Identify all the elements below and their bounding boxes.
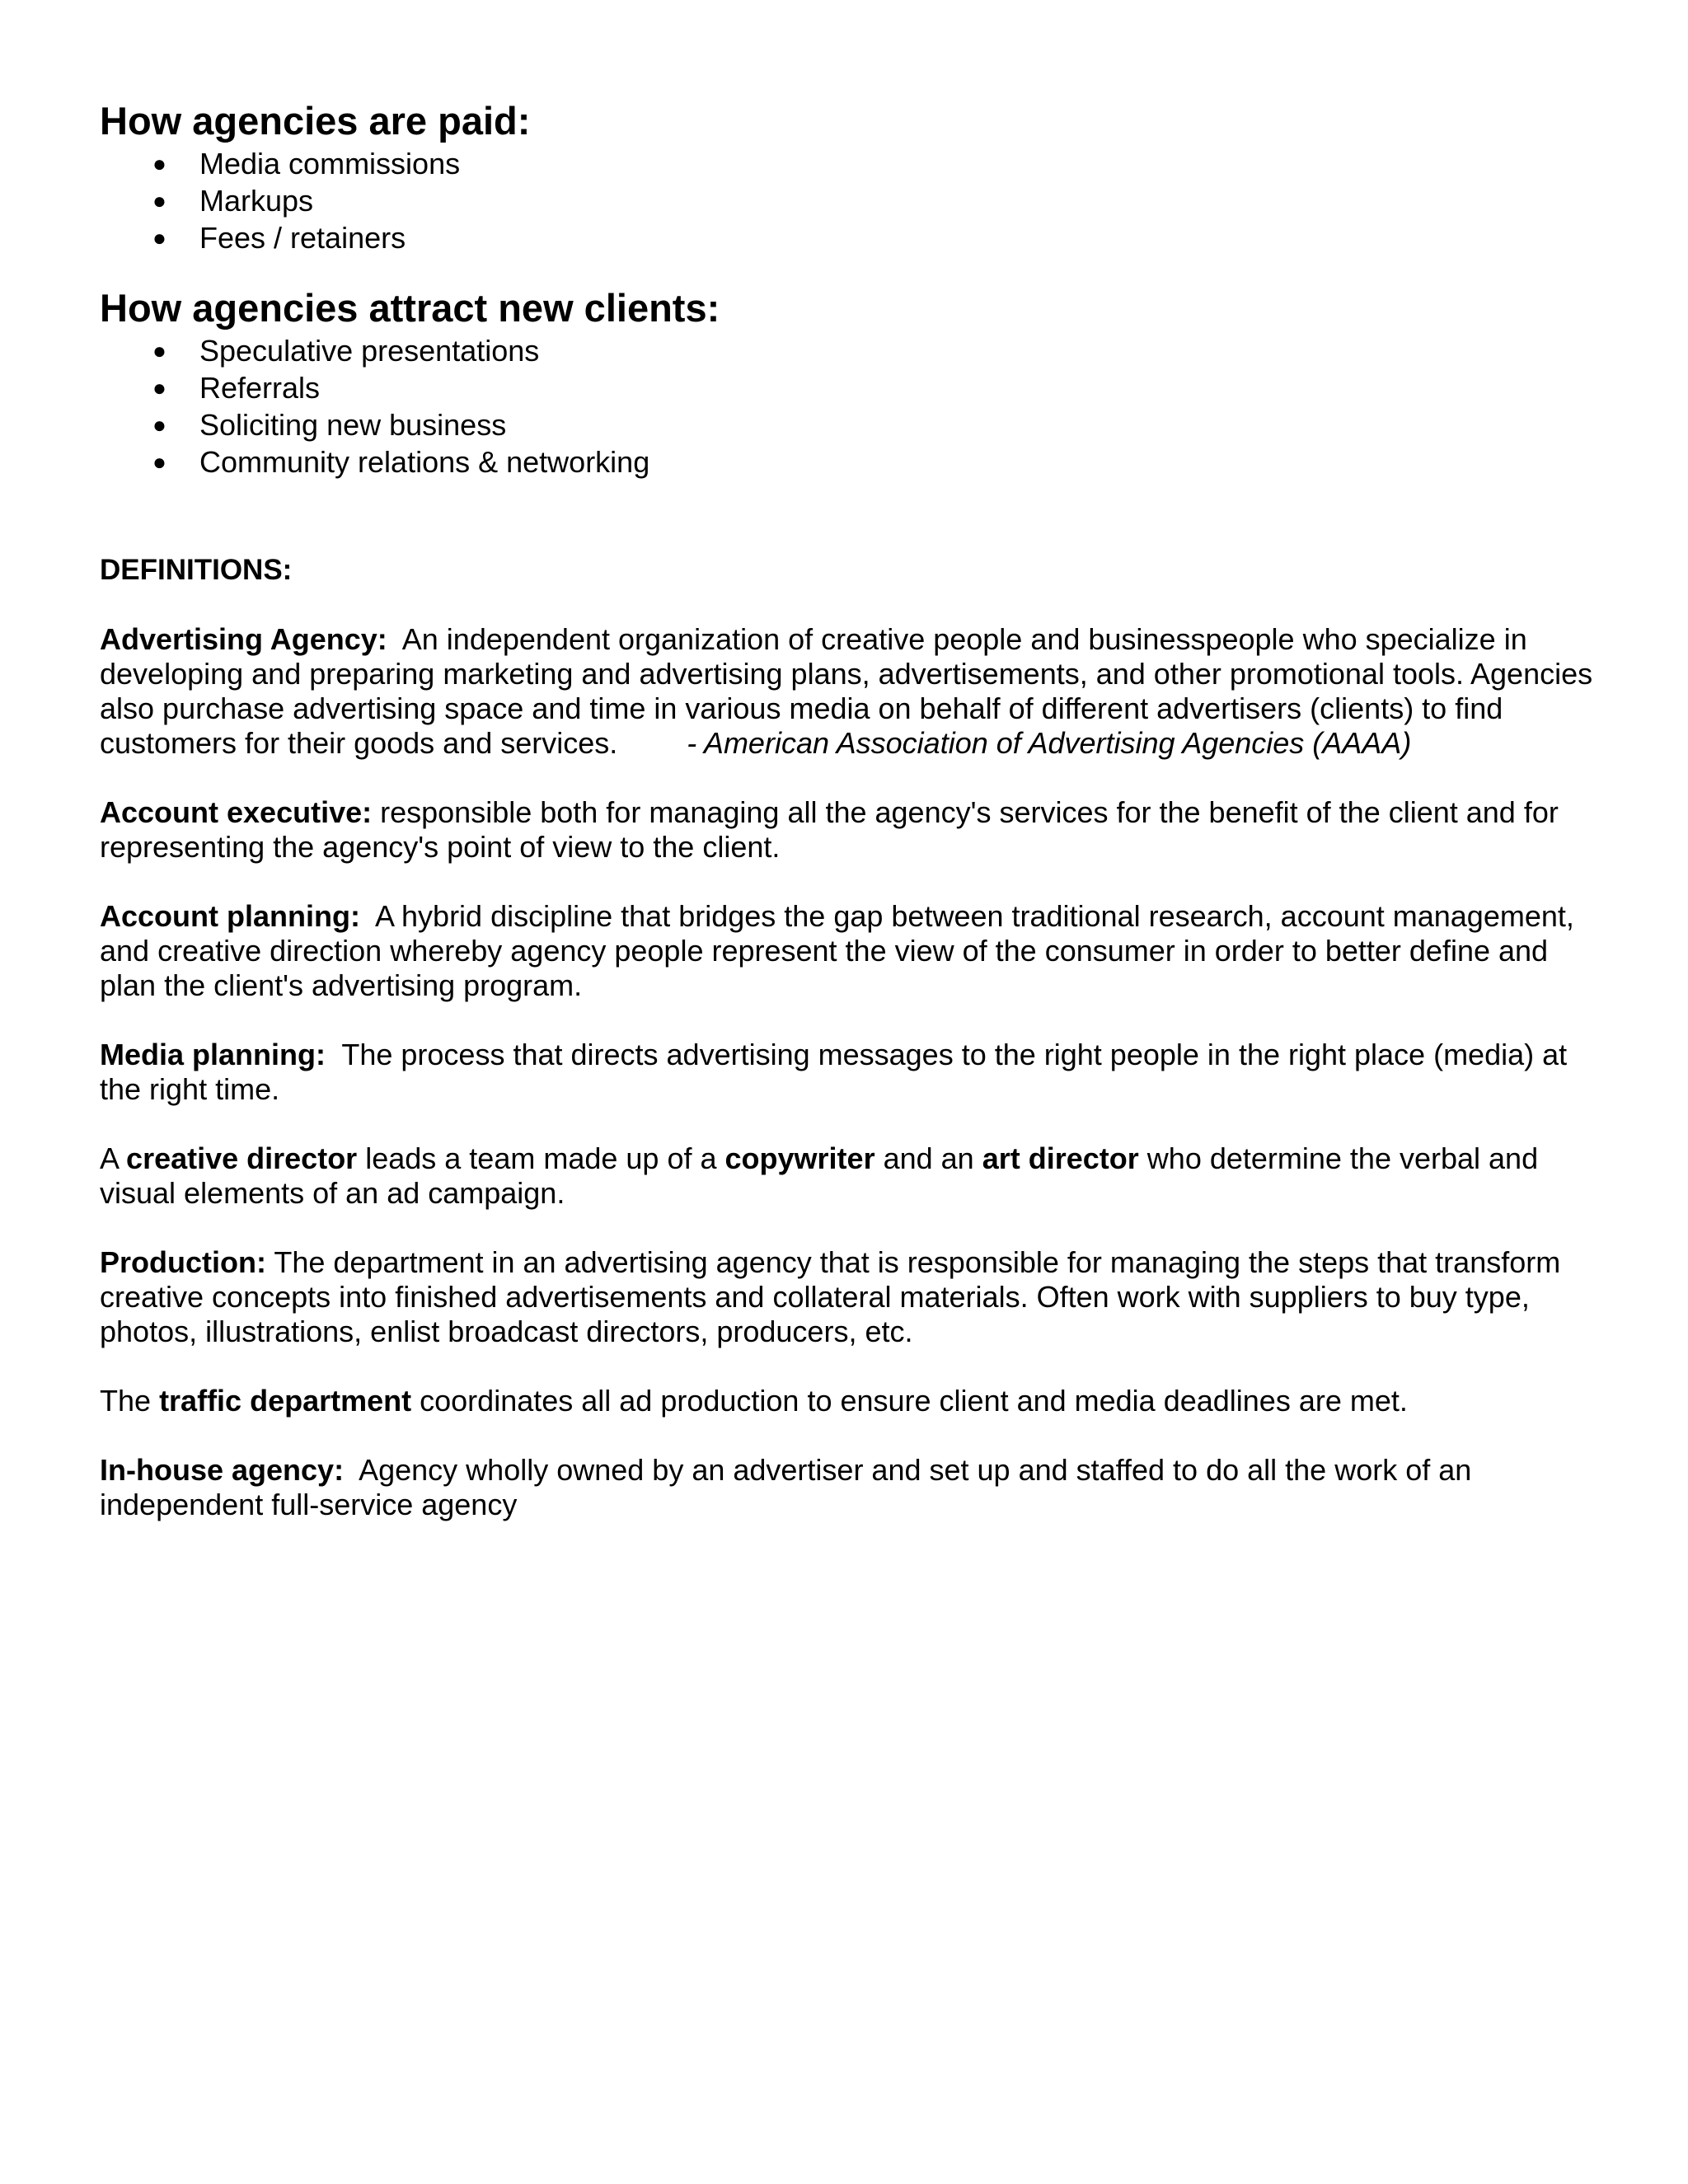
definition-text: Agency wholly owned by an advertiser and set up and staffed to do all the work of an independent full-service agency	[100, 1453, 1472, 1521]
bullet-icon: ●	[152, 225, 166, 251]
document-content	[100, 97, 1600, 1522]
term: Production:	[100, 1245, 266, 1279]
paid-heading: How agencies are paid:	[100, 99, 531, 143]
definition-text: The department in an advertising agency that is responsible for managing the steps that transform creative concepts into finished advertisements and collateral materials. Often work with suppliers to buy type, photos, illustrations, enlist broadcast directors, producers, etc.	[100, 1245, 1561, 1348]
definition-text: The process that directs advertising messages to the right people in the right place (media) at the right time.	[100, 1038, 1568, 1106]
term: Media planning:	[100, 1038, 326, 1071]
definition-creative-team: A creative director leads a team made up of a copywriter and an art director who determine the verbal and visual elements of an ad campaign.	[100, 1141, 1539, 1210]
term: In-house agency:	[100, 1453, 345, 1487]
definition-text: A hybrid discipline that bridges the gap between traditional research, account management, and creative direction whereby agency people represent the view of the consumer in order to better define and plan the client's advertising program.	[100, 899, 1574, 1002]
term: art director	[982, 1141, 1139, 1175]
bullet-icon: ●	[152, 338, 166, 363]
definition-in-house-agency	[100, 1453, 1600, 1522]
bullet-icon: ●	[152, 188, 166, 213]
bullet-icon: ●	[152, 375, 166, 401]
term: copywriter	[724, 1141, 875, 1175]
list-item: ● Fees / retainers	[152, 221, 406, 255]
definitions-heading: DEFINITIONS:	[100, 554, 293, 586]
list-item: ● Speculative presentations	[152, 334, 540, 368]
definition-text: responsible both for managing all the agency's services for the benefit of the client and for representing the agency's point of view to the client.	[100, 795, 1559, 864]
attract-heading: How agencies attract new clients:	[100, 286, 720, 330]
definition-production	[100, 1245, 1600, 1349]
definition-advertising-agency	[100, 622, 1600, 761]
definition-traffic-department: The traffic department coordinates all ad production to ensure client and media deadlines are met.	[100, 1384, 1408, 1418]
bullet-icon: ●	[152, 449, 166, 475]
definition-media-planning	[100, 1038, 1600, 1107]
definition-account-executive	[100, 795, 1600, 865]
bullet-icon: ●	[152, 151, 166, 176]
list-item: ● Referrals	[152, 371, 321, 405]
term: creative director	[126, 1141, 358, 1175]
paid-list	[100, 145, 1600, 256]
list-item: ● Markups	[152, 184, 314, 218]
list-item: ● Media commissions	[152, 147, 461, 180]
source-citation: - American Association of Advertising Agencies (AAAA)	[687, 726, 1412, 760]
term: Account planning:	[100, 899, 360, 933]
list-item: ● Community relations & networking	[152, 445, 650, 479]
list-item: ● Soliciting new business	[152, 408, 507, 442]
bullet-icon: ●	[152, 412, 166, 438]
term: Advertising Agency:	[100, 622, 387, 656]
term: traffic department	[159, 1384, 412, 1418]
term: Account executive:	[100, 795, 373, 829]
definition-text: An independent organization of creative people and businesspeople who specialize in developing and preparing marketing and advertising plans, advertisements, and other promotional tools. Agencies also purchase advertising space and time in various media on behalf of different advertisers (clients) to find customers for their goods and services.	[100, 622, 1593, 760]
attract-list	[100, 332, 1600, 480]
definition-account-planning	[100, 899, 1600, 1003]
